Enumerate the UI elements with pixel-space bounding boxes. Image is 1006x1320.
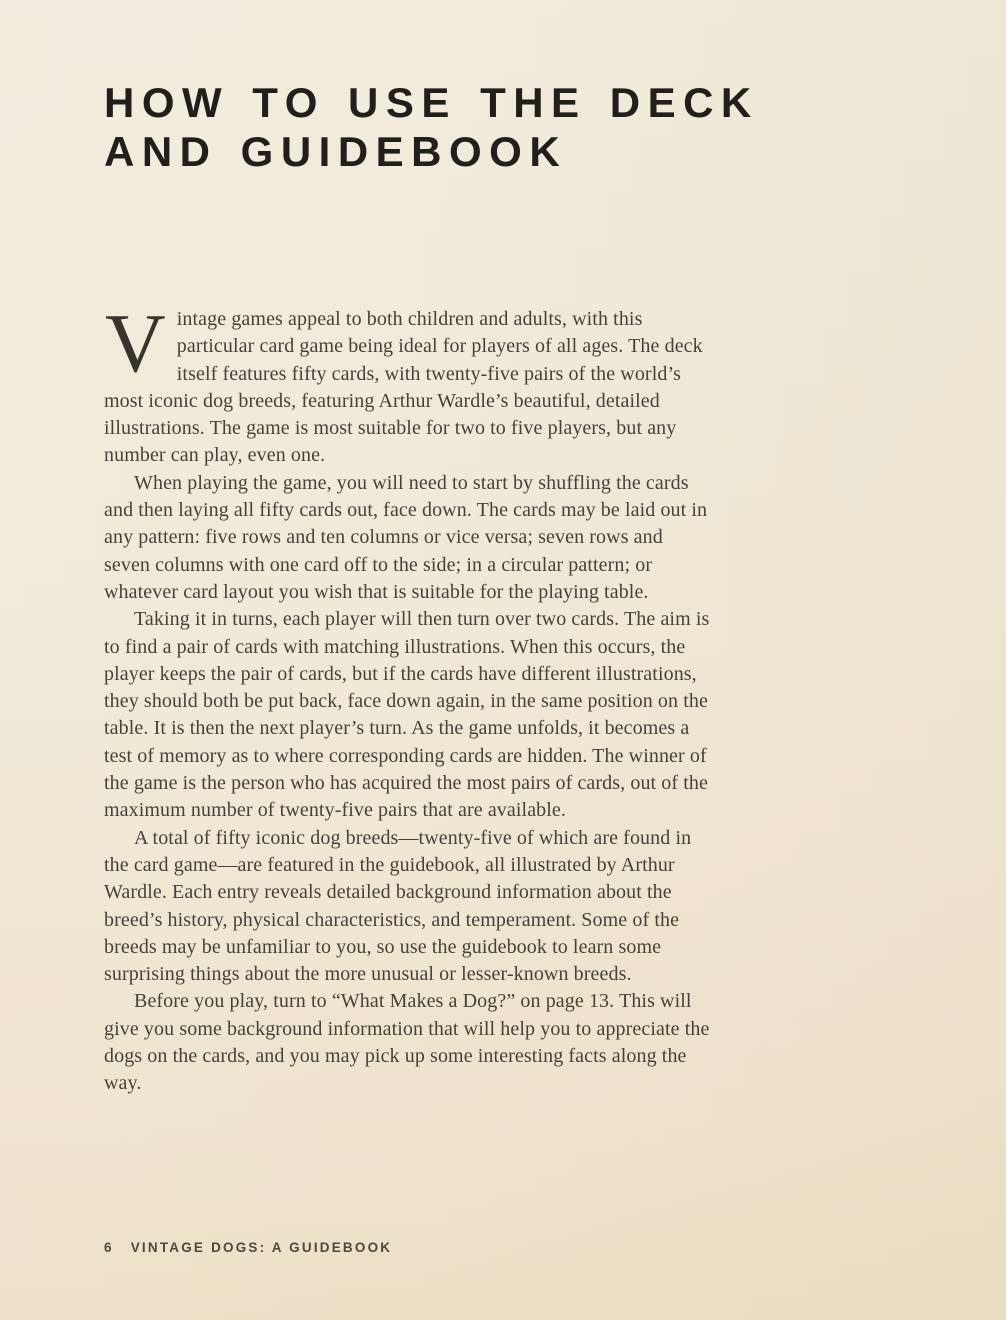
drop-cap: V	[105, 297, 166, 390]
lead-paragraph-text: intage games appeal to both children and adults, with this particular card game being ideal for players of all ages. The deck itself features fifty cards, with twenty-five pairs of the world’s most iconic dog breeds, featuring Arthur Wardle’s beautiful, detailed illustrations. The game is most suitable for two to five players, but any number can play, even one.	[104, 308, 703, 467]
paragraph-5: Before you play, turn to “What Makes a Dog?” on page 13. This will give you some background information that will help you to appreciate the dogs on the cards, and you may pick up some interesting facts along the way.	[104, 990, 710, 1095]
page-number: 6	[104, 1240, 114, 1255]
running-title: VINTAGE DOGS: A GUIDEBOOK	[130, 1240, 393, 1255]
paragraph-4: A total of fifty iconic dog breeds—twenty-five of which are found in the card game—are featured in the guidebook, all illustrated by Arthur Wardle. Each entry reveals detailed background information about the breed’s history, physical characteristics, and temperament. Some of the breeds may be unfamiliar to you, so use the guidebook to learn some surprising things about the more unusual or lesser-known breeds.	[104, 826, 692, 986]
paragraph-3: Taking it in turns, each player will then turn over two cards. The aim is to find a pair of cards with matching illustrations. When this occurs, the player keeps the pair of cards, but if the cards have different illustrations, they should both be put back, face down again, in the same position on the table. It is then the next player’s turn. As the game unfolds, it becomes a test of memory as to where corresponding cards are hidden. The winner of the game is the person who has acquired the most pairs of cards, out of the maximum number of twenty-five pairs that are available.	[104, 608, 710, 822]
lead-paragraph	[104, 297, 710, 470]
page-footer	[104, 1240, 392, 1255]
chapter-title-line-2: AND GUIDEBOOK	[104, 128, 568, 175]
chapter-title	[104, 78, 944, 176]
chapter-title-line-1: HOW TO USE THE DECK	[104, 79, 759, 126]
paragraph-2: When playing the game, you will need to start by shuffling the cards and then laying all fifty cards out, face down. The cards may be laid out in any pattern: five rows and ten columns or vice versa; seven rows and seven columns with one card off to the side; in a circular pattern; or whatever card layout you wish that is suitable for the playing table.	[104, 471, 708, 603]
body-text	[104, 297, 710, 1098]
